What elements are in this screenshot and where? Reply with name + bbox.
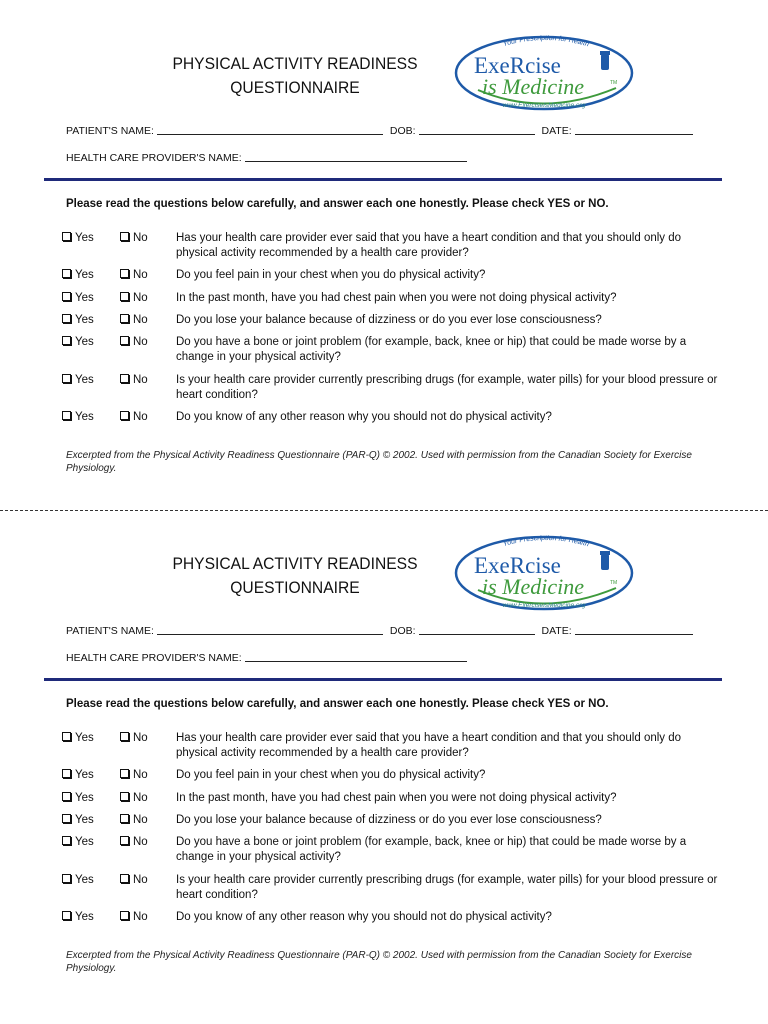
logo-trademark: TM xyxy=(610,580,618,586)
question-text: Is your health care provider currently prescribing drugs (for example, water pills) for your blood pressure or heart condition? xyxy=(176,874,718,901)
checkbox-icon xyxy=(62,411,71,420)
no-checkbox[interactable] xyxy=(120,791,148,806)
yes-label: Yes xyxy=(75,769,94,781)
no-label: No xyxy=(133,911,148,923)
yes-label: Yes xyxy=(75,911,94,923)
checkbox-icon xyxy=(62,314,71,323)
yes-checkbox[interactable] xyxy=(62,231,94,246)
copyright-footnote: Excerpted from the Physical Activity Readiness Questionnaire (PAR-Q) © 2002. Used with permission from the Canadian Society for Exercise Physiology. xyxy=(66,450,692,474)
dob-label: DOB: xyxy=(389,625,416,637)
checkbox-icon xyxy=(120,411,129,420)
form-title-line2: QUESTIONNAIRE xyxy=(230,578,360,597)
checkbox-icon xyxy=(120,732,129,741)
checkbox-icon xyxy=(62,292,71,301)
patient-name-field[interactable] xyxy=(157,624,383,635)
no-label: No xyxy=(133,874,148,886)
logo-url: www.ExerciseIsMedicine.org xyxy=(502,102,586,109)
checkbox-icon xyxy=(120,374,129,383)
no-label: No xyxy=(133,314,148,326)
exercise-is-medicine-logo xyxy=(448,530,640,616)
yes-checkbox[interactable] xyxy=(62,910,94,925)
dob-label: DOB: xyxy=(389,125,416,137)
logo-brand-line1: ExeRcise xyxy=(474,553,561,578)
no-label: No xyxy=(133,732,148,744)
patient-name-field[interactable] xyxy=(157,124,383,135)
yes-checkbox[interactable] xyxy=(62,373,94,388)
yes-label: Yes xyxy=(75,292,94,304)
form-title xyxy=(162,52,429,100)
date-label: DATE: xyxy=(541,625,572,637)
yes-checkbox[interactable] xyxy=(62,268,94,283)
question-text: Is your health care provider currently prescribing drugs (for example, water pills) for your blood pressure or heart condition? xyxy=(176,374,718,401)
no-label: No xyxy=(133,411,148,423)
questionnaire-copy-1 xyxy=(0,0,768,500)
no-label: No xyxy=(133,792,148,804)
no-label: No xyxy=(133,836,148,848)
yes-label: Yes xyxy=(75,814,94,826)
checkbox-icon xyxy=(62,269,71,278)
svg-text:Your Prescription for Health xyxy=(502,535,589,548)
no-checkbox[interactable] xyxy=(120,835,148,850)
question-text: Do you lose your balance because of dizziness or do you ever lose consciousness? xyxy=(176,814,602,826)
question-text: Do you lose your balance because of dizziness or do you ever lose consciousness? xyxy=(176,314,602,326)
yes-checkbox[interactable] xyxy=(62,791,94,806)
checkbox-icon xyxy=(62,874,71,883)
question-text: Do you have a bone or joint problem (for example, back, knee or hip) that could be made worse by a change in your physical activity? xyxy=(176,336,687,363)
no-checkbox[interactable] xyxy=(120,768,148,783)
instructions-text: Please read the questions below carefully, and answer each one honestly. Please check YES or NO. xyxy=(66,198,609,210)
yes-label: Yes xyxy=(75,374,94,386)
no-checkbox[interactable] xyxy=(120,268,148,283)
copyright-footnote: Excerpted from the Physical Activity Readiness Questionnaire (PAR-Q) © 2002. Used with permission from the Canadian Society for Exercise Physiology. xyxy=(66,950,692,974)
provider-info-row xyxy=(66,651,471,664)
checkbox-icon xyxy=(62,911,71,920)
no-label: No xyxy=(133,814,148,826)
no-checkbox[interactable] xyxy=(120,231,148,246)
checkbox-icon xyxy=(62,836,71,845)
no-label: No xyxy=(133,374,148,386)
yes-checkbox[interactable] xyxy=(62,731,94,746)
question-text: Do you know of any other reason why you should not do physical activity? xyxy=(176,911,552,923)
checkbox-icon xyxy=(120,814,129,823)
form-title xyxy=(162,552,429,600)
checkbox-icon xyxy=(120,911,129,920)
dob-field[interactable] xyxy=(419,124,535,135)
yes-label: Yes xyxy=(75,269,94,281)
section-rule xyxy=(44,178,722,181)
question-text: Has your health care provider ever said that you have a heart condition and that you should only do physical activity recommended by a health care provider? xyxy=(176,232,682,259)
checkbox-icon xyxy=(120,792,129,801)
checkbox-icon xyxy=(62,336,71,345)
yes-checkbox[interactable] xyxy=(62,313,94,328)
date-field[interactable] xyxy=(575,124,693,135)
no-label: No xyxy=(133,269,148,281)
checkbox-icon xyxy=(120,269,129,278)
yes-checkbox[interactable] xyxy=(62,768,94,783)
no-checkbox[interactable] xyxy=(120,813,148,828)
no-checkbox[interactable] xyxy=(120,873,148,888)
checkbox-icon xyxy=(62,769,71,778)
pill-bottle-icon xyxy=(601,554,609,570)
patient-name-label: PATIENT'S NAME: xyxy=(66,625,154,637)
yes-label: Yes xyxy=(75,411,94,423)
svg-text:Your Prescription for Health xyxy=(502,35,589,48)
yes-label: Yes xyxy=(75,336,94,348)
question-text: Do you feel pain in your chest when you do physical activity? xyxy=(176,269,486,281)
no-label: No xyxy=(133,336,148,348)
checkbox-icon xyxy=(62,374,71,383)
logo-tagline: Your Prescription for Health xyxy=(502,34,590,49)
question-text: Do you know of any other reason why you should not do physical activity? xyxy=(176,411,552,423)
no-checkbox[interactable] xyxy=(120,731,148,746)
no-label: No xyxy=(133,769,148,781)
question-text: Has your health care provider ever said that you have a heart condition and that you should only do physical activity recommended by a health care provider? xyxy=(176,732,682,759)
no-checkbox[interactable] xyxy=(120,373,148,388)
checkbox-icon xyxy=(120,874,129,883)
yes-label: Yes xyxy=(75,836,94,848)
checkbox-icon xyxy=(120,769,129,778)
yes-label: Yes xyxy=(75,314,94,326)
yes-checkbox[interactable] xyxy=(62,335,94,350)
section-rule xyxy=(44,678,722,681)
yes-label: Yes xyxy=(75,232,94,244)
patient-info-row xyxy=(66,624,697,637)
yes-checkbox[interactable] xyxy=(62,410,94,425)
no-label: No xyxy=(133,292,148,304)
logo-url: www.ExerciseIsMedicine.org xyxy=(502,602,586,609)
logo-tagline: Your Prescription for Health xyxy=(502,534,590,549)
checkbox-icon xyxy=(120,314,129,323)
form-title-line1: PHYSICAL ACTIVITY READINESS xyxy=(172,54,418,73)
patient-info-row xyxy=(66,124,697,137)
question-text: In the past month, have you had chest pain when you were not doing physical activity? xyxy=(176,292,617,304)
provider-name-field[interactable] xyxy=(245,651,467,662)
yes-checkbox[interactable] xyxy=(62,873,94,888)
logo-brand-line2: is Medicine xyxy=(482,574,585,599)
no-checkbox[interactable] xyxy=(120,291,148,306)
date-field[interactable] xyxy=(575,624,693,635)
logo-trademark: TM xyxy=(610,80,618,86)
date-label: DATE: xyxy=(541,125,572,137)
checkbox-icon xyxy=(120,292,129,301)
no-checkbox[interactable] xyxy=(120,335,148,350)
instructions-text: Please read the questions below carefully, and answer each one honestly. Please check YES or NO. xyxy=(66,698,609,710)
yes-label: Yes xyxy=(75,732,94,744)
yes-checkbox[interactable] xyxy=(62,813,94,828)
pill-bottle-icon xyxy=(601,54,609,70)
checkbox-icon xyxy=(62,232,71,241)
provider-name-field[interactable] xyxy=(245,151,467,162)
questionnaire-copy-2 xyxy=(0,500,768,1000)
provider-name-label: HEALTH CARE PROVIDER'S NAME: xyxy=(66,652,242,664)
checkbox-icon xyxy=(62,814,71,823)
no-checkbox[interactable] xyxy=(120,313,148,328)
form-title-line2: QUESTIONNAIRE xyxy=(230,78,360,97)
yes-checkbox[interactable] xyxy=(62,291,94,306)
checkbox-icon xyxy=(120,232,129,241)
logo-brand-line2: is Medicine xyxy=(482,74,585,99)
checkbox-icon xyxy=(120,336,129,345)
exercise-is-medicine-logo xyxy=(448,30,640,116)
question-text: In the past month, have you had chest pain when you were not doing physical activity? xyxy=(176,792,617,804)
no-label: No xyxy=(133,232,148,244)
question-text: Do you have a bone or joint problem (for example, back, knee or hip) that could be made worse by a change in your physical activity? xyxy=(176,836,687,863)
yes-label: Yes xyxy=(75,874,94,886)
provider-name-label: HEALTH CARE PROVIDER'S NAME: xyxy=(66,152,242,164)
checkbox-icon xyxy=(62,792,71,801)
patient-name-label: PATIENT'S NAME: xyxy=(66,125,154,137)
checkbox-icon xyxy=(120,836,129,845)
logo-brand-line1: ExeRcise xyxy=(474,53,561,78)
yes-label: Yes xyxy=(75,792,94,804)
question-text: Do you feel pain in your chest when you do physical activity? xyxy=(176,769,486,781)
provider-info-row xyxy=(66,151,471,164)
yes-checkbox[interactable] xyxy=(62,835,94,850)
dob-field[interactable] xyxy=(419,624,535,635)
no-checkbox[interactable] xyxy=(120,410,148,425)
checkbox-icon xyxy=(62,732,71,741)
no-checkbox[interactable] xyxy=(120,910,148,925)
form-title-line1: PHYSICAL ACTIVITY READINESS xyxy=(172,554,418,573)
